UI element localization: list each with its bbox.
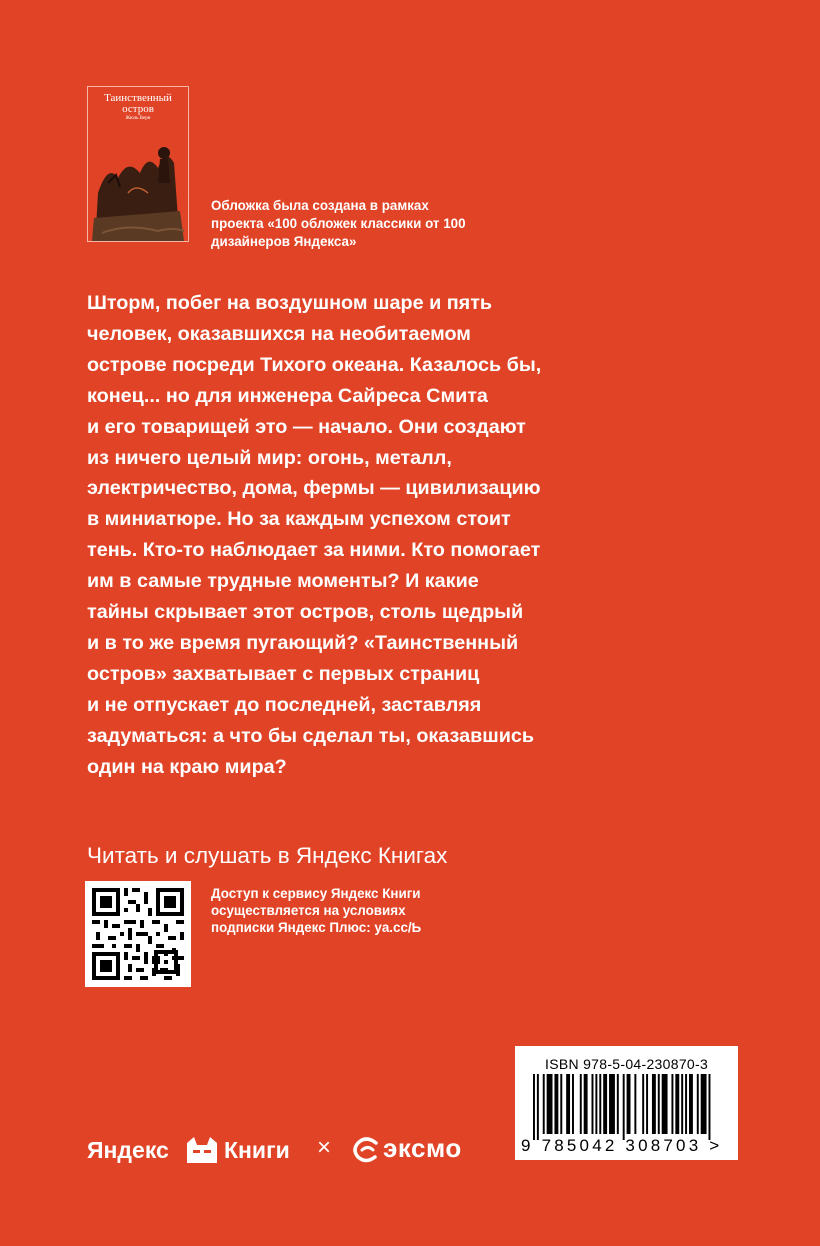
barcode-bar — [592, 1074, 594, 1134]
barcode-bar — [697, 1074, 699, 1134]
isbn-barcode — [515, 1046, 738, 1160]
read-listen-heading: Читать и слушать в Яндекс Книгах — [87, 843, 448, 868]
cover-illustration — [88, 123, 188, 241]
barcode-bar — [533, 1074, 535, 1140]
barcode-digits: 9 785042 308703 > — [521, 1136, 723, 1155]
barcode-bar — [560, 1074, 562, 1134]
barcode-bar — [652, 1074, 656, 1134]
barcode-bar — [675, 1074, 679, 1134]
cover-credit-note: Обложка была создана в рамках проекта «100 обложек классики от 100 дизайнеров Яндекса» — [211, 198, 466, 249]
barcode-bar — [617, 1074, 619, 1134]
barcode-bar — [572, 1074, 574, 1134]
access-conditions-note: Доступ к сервису Яндекс Книги осуществляется на условиях подписки Яндекс Плюс: ya.cc/Ƅ — [211, 886, 422, 935]
book-description: Шторм, побег на воздушном шаре и пять человек, оказавшихся на необитаемом острове посреди Тихого океана. Казалось бы, конец... но для инженера Сайреса Смита и его товарищей это — начало. Они создают из ничего целый мир: огонь, металл, электричество, дома, фермы — цивилизацию в миниатюре. Но за каждым успехом стоит тень. Кто-то наблюдает за ними. Кто помогает им в самые трудные моменты? И какие тайны скрывает этот остров, столь щедрый и в то же время пугающий? «Таинственный остров» захватывает с первых страниц и не отпускает до последней, заставляя задуматься: а что бы сделал ты, оказавшись один на краю мира? — [87, 292, 542, 778]
barcode-bar — [685, 1074, 687, 1134]
mini-book-cover — [87, 86, 189, 242]
barcode-bar — [689, 1074, 693, 1134]
isbn-number: ISBN 978-5-04-230870-3 — [545, 1056, 709, 1072]
barcode-bar — [701, 1074, 707, 1134]
barcode-bar — [537, 1074, 539, 1140]
collaboration-times-sign: × — [317, 1134, 332, 1161]
barcode-bar — [658, 1074, 660, 1134]
eksmo-wordmark: эксмо — [383, 1133, 462, 1163]
barcode-bar — [609, 1074, 615, 1134]
barcode-bar — [681, 1074, 683, 1134]
barcode-bar — [595, 1074, 597, 1134]
barcode-bars — [533, 1074, 723, 1140]
barcode-bar — [547, 1074, 553, 1134]
eksmo-swirl-icon — [352, 1137, 380, 1163]
qr-code-icon — [88, 884, 188, 984]
barcode-bar — [599, 1074, 601, 1134]
barcode-bar — [634, 1074, 636, 1134]
barcode-bar — [627, 1074, 631, 1134]
barcode-bar — [671, 1074, 673, 1134]
barcode-bar — [584, 1074, 588, 1134]
knigi-wordmark: Книги — [224, 1137, 290, 1163]
qr-code[interactable] — [85, 881, 191, 987]
mini-cover-title: Таинственный остров — [104, 92, 172, 115]
barcode-bar — [554, 1074, 558, 1134]
barcode-bar — [580, 1074, 582, 1134]
cat-logo-icon — [185, 1137, 219, 1163]
barcode-bar — [709, 1074, 711, 1140]
barcode-bar — [646, 1074, 648, 1134]
barcode-bar — [642, 1074, 644, 1134]
barcode-bar — [543, 1074, 545, 1134]
barcode-bar — [566, 1074, 570, 1134]
mini-cover-author: Жюль Верн — [125, 116, 151, 121]
barcode-bar — [623, 1074, 625, 1140]
barcode-bar — [603, 1074, 607, 1134]
yandex-wordmark: Яндекс — [87, 1137, 169, 1163]
barcode-bar — [662, 1074, 668, 1134]
